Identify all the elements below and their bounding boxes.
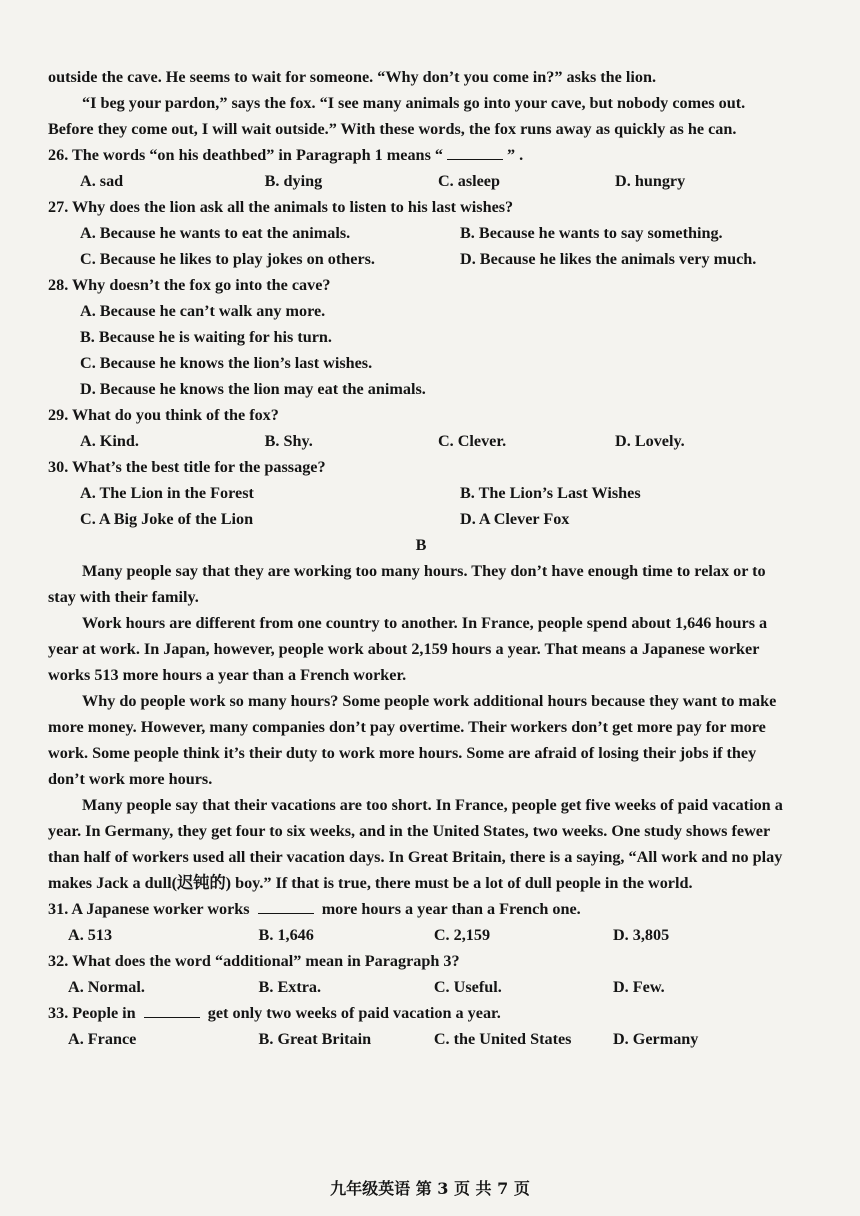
answer-blank [144, 1003, 200, 1018]
option-a: A. France [68, 1030, 137, 1048]
option-b: B. Great Britain [258, 1030, 372, 1048]
question-32-options [68, 974, 794, 1000]
option-c: C. asleep [437, 172, 500, 190]
passage-a-paragraph: outside the cave. He seems to wait for someone. “Why don’t you come in?” asks the lion. [48, 68, 657, 86]
option-d: D. Lovely. [615, 432, 685, 450]
option-c: C. the United States [433, 1030, 572, 1048]
option-b: B. Shy. [264, 432, 313, 450]
question-28: 28. Why doesn’t the fox go into the cave? [48, 276, 331, 294]
option-d: D. Few. [612, 978, 665, 996]
option-a: A. sad [80, 172, 124, 190]
option-d: D. hungry [615, 172, 686, 190]
page-footer: 九年级英语 第 3 页 共 7 页 [330, 1179, 530, 1198]
option-d: D. Germany [612, 1030, 699, 1048]
option-d: D. Because he knows the lion may eat the animals. [80, 380, 426, 398]
option-c: C. Because he likes to play jokes on others. [80, 250, 375, 268]
option-c: C. Clever. [437, 432, 507, 450]
option-b: B. Because he is waiting for his turn. [80, 328, 332, 346]
section-b-heading: B [415, 536, 427, 554]
question-27: 27. Why does the lion ask all the animals to listen to his last wishes? [48, 198, 514, 216]
option-a: A. Kind. [80, 432, 139, 450]
option-d: D. Because he likes the animals very much. [460, 250, 757, 268]
option-b: B. 1,646 [258, 926, 314, 944]
question-30-options-row2 [80, 506, 794, 532]
option-b: B. The Lion’s Last Wishes [460, 484, 641, 502]
passage-b-paragraph: Many people say that their vacations are too short. In France, people get five weeks of paid vacation a year. In Germany, they get four to six weeks, and in the United States, two weeks. One study shows fewer than half of workers used all their vacation days. In Great Britain, there is a saying, “All work and no play makes Jack a dull(迟钝的) boy.” If that is true, there must be a lot of dull people in the world. [48, 796, 783, 892]
passage-b-paragraph: Many people say that they are working too many hours. They don’t have enough time to relax or to stay with their family. [48, 562, 766, 606]
question-27-options-row1 [80, 220, 794, 246]
question-33: 33. People in get only two weeks of paid vacation a year. [48, 1004, 501, 1022]
answer-blank [258, 899, 314, 914]
option-b: B. Because he wants to say something. [460, 224, 723, 242]
option-d: D. 3,805 [612, 926, 670, 944]
option-d: D. A Clever Fox [460, 510, 570, 528]
option-c: C. A Big Joke of the Lion [80, 510, 254, 528]
passage-a-paragraph: “I beg your pardon,” says the fox. “I see many animals go into your cave, but nobody comes out. Before they come out, I will wait outside.” With these words, the fox runs away as quickly as he can. [48, 94, 746, 138]
passage-b-paragraph: Why do people work so many hours? Some people work additional hours because they want to make more money. However, many companies don’t pay overtime. Their workers don’t get more pay for more work. Some people think it’s their duty to work more hours. Some are afraid of losing their jobs if they don’t work more hours. [48, 692, 777, 788]
question-29: 29. What do you think of the fox? [48, 406, 279, 424]
question-31: 31. A Japanese worker works more hours a year than a French one. [48, 900, 581, 918]
question-26-options [80, 168, 794, 194]
option-a: A. Normal. [68, 978, 145, 996]
question-27-options-row2 [80, 246, 794, 272]
option-a: A. The Lion in the Forest [80, 484, 254, 502]
passage-b-paragraph: Work hours are different from one country to another. In France, people spend about 1,646 hours a year at work. In Japan, however, people work about 2,159 hours a year. That means a Japanese worker works 513 more hours a year than a French worker. [48, 614, 768, 684]
option-b: B. dying [264, 172, 323, 190]
question-26: 26. The words “on his deathbed” in Paragraph 1 means “ ” . [48, 146, 524, 164]
option-a: A. Because he wants to eat the animals. [80, 224, 351, 242]
option-c: C. Because he knows the lion’s last wishes. [80, 354, 373, 372]
question-30: 30. What’s the best title for the passage? [48, 458, 326, 476]
option-c: C. 2,159 [433, 926, 491, 944]
question-29-options [80, 428, 794, 454]
question-30-options-row1 [80, 480, 794, 506]
question-31-options [68, 922, 794, 948]
option-b: B. Extra. [258, 978, 322, 996]
question-32: 32. What does the word “additional” mean in Paragraph 3? [48, 952, 460, 970]
option-c: C. Useful. [433, 978, 502, 996]
option-a: A. 513 [68, 926, 113, 944]
question-33-options [68, 1026, 794, 1052]
option-a: A. Because he can’t walk any more. [80, 302, 326, 320]
answer-blank [447, 145, 503, 160]
